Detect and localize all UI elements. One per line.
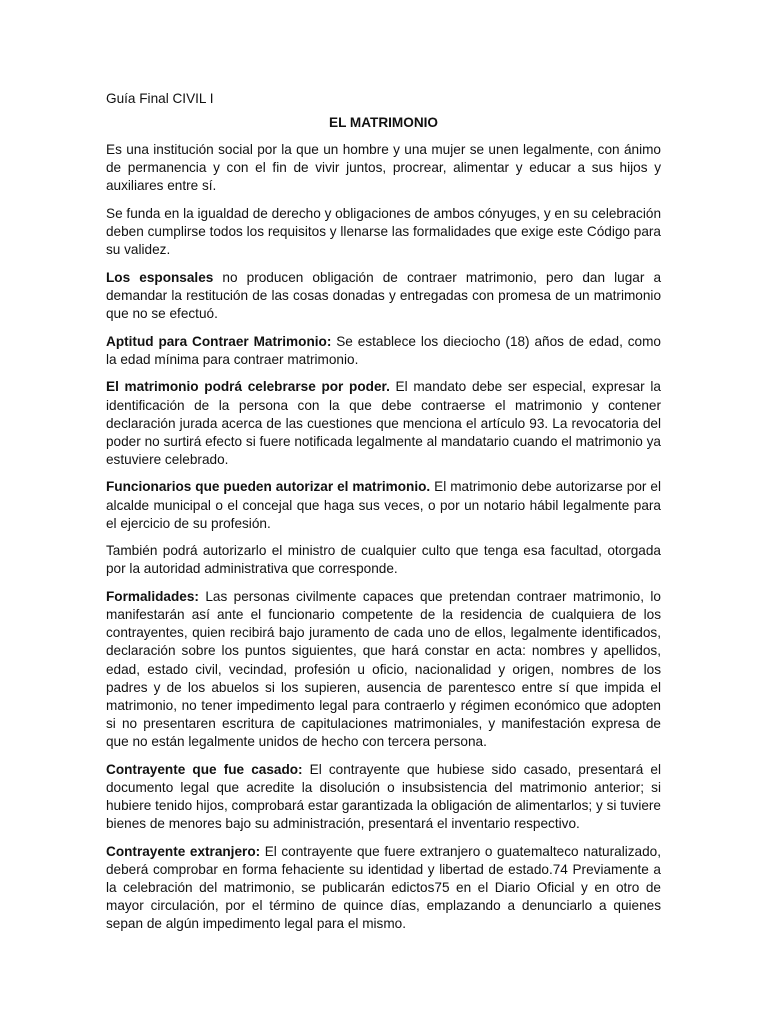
paragraph-text: Se establece los dieciocho (18) años de edad, como la edad mínima para contraer matrimonio.	[106, 333, 661, 367]
paragraph-lead: Contrayente extranjero:	[106, 843, 261, 859]
paragraph-lead: Aptitud para Contraer Matrimonio:	[106, 333, 332, 349]
paragraph-extranjero	[106, 843, 661, 933]
paragraph-text: El contrayente que fuere extranjero o guatemalteco naturalizado, deberá comprobar en forma fehaciente su identidad y libertad de estado.74 Previamente a la celebración del matrimonio, se publicarán edictos75 en el Diario Oficial y en otro de mayor circulación, por el término de quince días, emplazando a denunciarlo a quienes sepan de algún impedimento legal para el mismo.	[106, 843, 661, 931]
document-page	[106, 90, 661, 943]
paragraph-text: El contrayente que hubiese sido casado, presentará el documento legal que acredite la disolución o insubsistencia del matrimonio anterior; si hubiere tenido hijos, comprobará estar garantizada la obligación de alimentarlos; y si tuviere bienes de menores bajo su administración, presentará el inventario respectivo.	[106, 761, 661, 831]
paragraph-ministro	[106, 542, 661, 578]
paragraph-formalidades	[106, 588, 661, 751]
paragraph-text: no producen obligación de contraer matrimonio, pero dan lugar a demandar la restitución de las cosas donadas y entregadas con promesa de un matrimonio que no se efectuó.	[106, 269, 662, 321]
document-header: Guía Final CIVIL I	[106, 91, 214, 106]
paragraph-funcionarios	[106, 478, 661, 532]
paragraph-text: Se funda en la igualdad de derecho y obligaciones de ambos cónyuges, y en su celebración deben cumplirse todos los requisitos y llenarse las formalidades que exige este Código para su validez.	[106, 205, 661, 258]
document-title: EL MATRIMONIO	[329, 115, 438, 130]
paragraph-lead: Los esponsales	[106, 269, 214, 285]
paragraph-definition	[106, 141, 661, 195]
paragraph-text: Las personas civilmente capaces que pretendan contraer matrimonio, lo manifestarán así ante el funcionario competente de la residencia de cualquiera de los contrayentes, quien recibirá bajo juramento de cada uno de ellos, legalmente identificados, declaración sobre los puntos siguientes, que hará constar en acta: nombres y apellidos, edad, estado civil, vecindad, profesión u oficio, nacionalidad y origen, nombres de los padres y de los abuelos si los supieren, ausencia de parentesco entre sí que impida el matrimonio, no tener impedimento legal para contraerlo y régimen económico que adopten si no presentaren escritura de capitulaciones matrimoniales, y manifestación expresa de que no están legalmente unidos de hecho con tercera persona.	[106, 589, 661, 749]
paragraph-lead: Funcionarios que pueden autorizar el matrimonio.	[106, 479, 431, 495]
paragraph-lead: Contrayente que fue casado:	[106, 761, 303, 777]
paragraph-esponsales	[106, 269, 661, 323]
paragraph-casado	[106, 761, 661, 833]
paragraph-aptitud	[106, 333, 661, 369]
paragraph-text: Es una institución social por la que un hombre y una mujer se unen legalmente, con ánimo de permanencia y con el fin de vivir juntos, procrear, alimentar y educar a sus hijos y auxiliares entre sí.	[106, 142, 661, 194]
paragraph-lead: El matrimonio podrá celebrarse por poder.	[106, 379, 390, 395]
paragraph-text: El matrimonio debe autorizarse por el alcalde municipal o el concejal que haga sus veces, o por un notario hábil legalmente para el ejercicio de su profesión.	[106, 479, 661, 531]
paragraph-text: También podrá autorizarlo el ministro de cualquier culto que tenga esa facultad, otorgada por la autoridad administrativa que corresponde.	[106, 543, 661, 577]
paragraph-text: El mandato debe ser especial, expresar la identificación de la persona con la que debe contraerse el matrimonio y contener declaración jurada acerca de las cuestiones que menciona el artículo 93. La revocatoria del poder no surtirá efecto si fuere notificada legalmente al mandatario cuando el matrimonio ya estuviere celebrado.	[106, 379, 661, 467]
paragraph-fundamento	[106, 205, 661, 259]
paragraph-poder	[106, 378, 661, 468]
paragraph-lead: Formalidades:	[106, 589, 199, 605]
